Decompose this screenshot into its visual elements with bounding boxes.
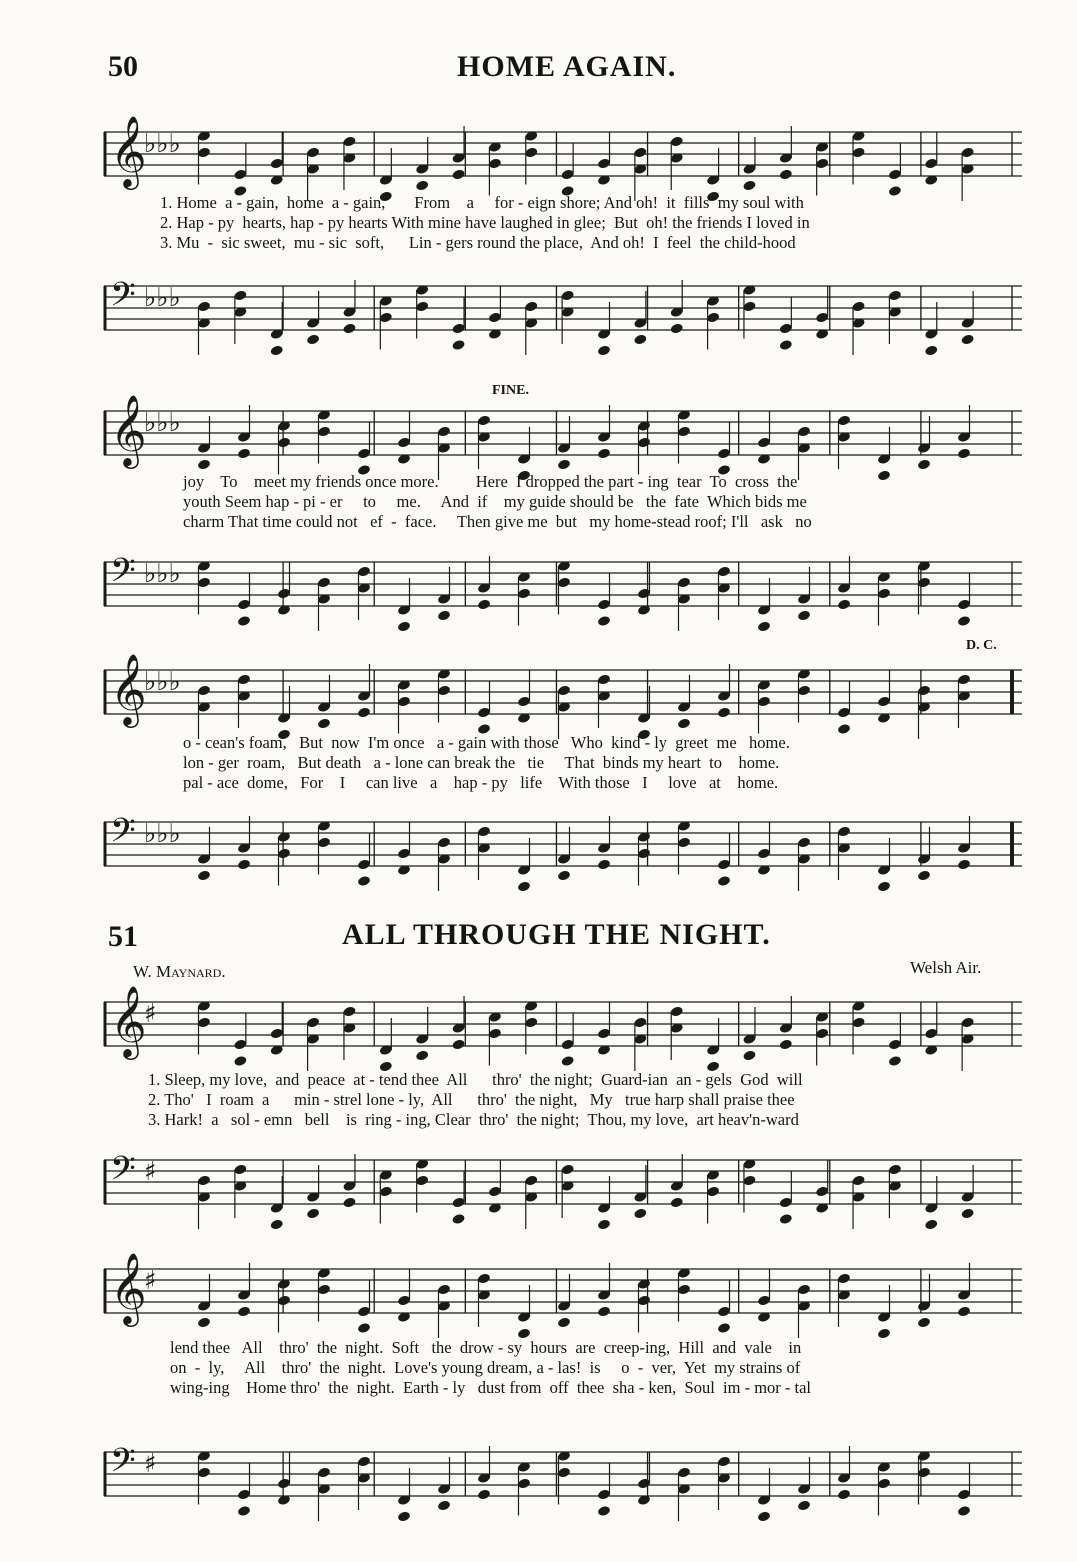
notehead — [306, 333, 320, 345]
notehead — [917, 869, 931, 881]
bass-staff — [104, 1438, 1022, 1512]
lyric-line-verse-2: on - ly, All thro' the night. Love's young dream, a - las! is o - ver, Yet my strains of — [170, 1358, 801, 1377]
notehead — [779, 1038, 793, 1050]
lyric-line-verse-1: lend thee All thro' the night. Soft the drow - sy hours are creep-ing, Hill and vale in — [170, 1338, 802, 1357]
notehead — [270, 344, 284, 356]
notehead — [670, 322, 684, 334]
notehead — [924, 1218, 938, 1230]
notehead — [517, 880, 531, 892]
notehead — [197, 869, 211, 881]
notehead — [197, 458, 211, 470]
hymn-title: HOME AGAIN. — [457, 50, 677, 83]
composer-credit: W. Maynard. — [133, 962, 226, 981]
notehead — [877, 1327, 891, 1339]
bass-staff — [104, 548, 1022, 622]
bass-clef-icon: 𝄢 — [110, 552, 136, 598]
notehead — [197, 1316, 211, 1328]
notehead — [437, 609, 451, 621]
bass-clef-icon: 𝄢 — [110, 1442, 136, 1488]
notehead — [597, 1218, 611, 1230]
notehead — [597, 447, 611, 459]
notehead — [451, 339, 465, 351]
lyric-line-verse-1: joy To meet my friends once more. Here I dropped the part - ing tear To cross the — [183, 472, 798, 491]
notehead — [557, 869, 571, 881]
notehead — [957, 858, 971, 870]
notehead — [597, 1305, 611, 1317]
hymn-number: 51 — [108, 920, 138, 953]
notehead — [477, 1488, 491, 1500]
bass-staff — [104, 808, 1022, 882]
notehead — [317, 717, 331, 729]
flat-icon: ♭♭♭ — [144, 129, 181, 159]
notehead — [837, 1488, 851, 1500]
lyric-line-verse-2: 2. Tho' I roam a min - strel lone - ly, All thro' the night, My true harp shall praise thee — [148, 1090, 795, 1109]
bass-staff — [104, 272, 1022, 346]
lyric-line-verse-2: lon - ger roam, But death a - lone can break the tie That binds my heart to home. — [183, 753, 780, 772]
notehead — [717, 875, 731, 887]
notehead — [357, 706, 371, 718]
notehead — [757, 620, 771, 632]
notehead — [597, 1505, 611, 1517]
notehead — [717, 706, 731, 718]
notehead — [342, 322, 356, 334]
treble-clef-icon: 𝄞 — [110, 984, 147, 1057]
lyric-line-verse-3: pal - ace dome, For I can live a hap - py life With those I love at home. — [183, 773, 779, 792]
lyric-line-verse-2: youth Seem hap - pi - er to me. And if my guide should be the fate Which bids me — [183, 492, 807, 511]
notehead — [237, 1505, 251, 1517]
flat-icon: ♭♭♭ — [144, 283, 181, 313]
notehead — [837, 723, 851, 735]
notehead — [561, 1055, 575, 1067]
notehead — [233, 1055, 247, 1067]
notehead — [757, 1510, 771, 1522]
page-number: 50 — [108, 50, 138, 83]
flat-icon: ♭♭♭ — [144, 559, 181, 589]
notehead — [270, 1218, 284, 1230]
bass-clef-icon: 𝄢 — [110, 276, 136, 322]
flat-icon: ♭♭♭ — [144, 667, 181, 697]
notehead — [742, 179, 756, 191]
notehead — [779, 1213, 793, 1225]
lyric-line-verse-2: 2. Hap - py hearts, hap - py hearts With mine have laughed in glee; But oh! the friends I loved in — [160, 213, 810, 232]
treble-staff — [104, 114, 1022, 192]
notehead — [342, 1196, 356, 1208]
treble-staff — [104, 393, 1022, 471]
notehead — [779, 168, 793, 180]
notehead — [961, 333, 975, 345]
lyric-line-verse-1: 1. Sleep, my love, and peace at - tend thee All thro' the night; Guard-ian an - gels God will — [148, 1070, 803, 1089]
sharp-icon: ♯ — [144, 1266, 157, 1296]
notehead — [877, 469, 891, 481]
treble-staff — [104, 652, 1022, 730]
notehead — [957, 1305, 971, 1317]
notehead — [797, 609, 811, 621]
notehead — [415, 179, 429, 191]
notehead — [742, 1049, 756, 1061]
notehead — [917, 1316, 931, 1328]
notehead — [357, 875, 371, 887]
notehead — [961, 1207, 975, 1219]
notehead — [597, 344, 611, 356]
notehead — [437, 1499, 451, 1511]
notehead — [357, 1322, 371, 1334]
bass-clef-icon: 𝄢 — [110, 1150, 136, 1196]
notehead — [415, 1049, 429, 1061]
notehead — [924, 344, 938, 356]
notehead — [557, 458, 571, 470]
notehead — [633, 1207, 647, 1219]
notehead — [888, 1055, 902, 1067]
notehead — [717, 1322, 731, 1334]
flat-icon: ♭♭♭ — [144, 819, 181, 849]
notehead — [451, 1038, 465, 1050]
treble-clef-icon: 𝄞 — [110, 652, 147, 725]
lyric-line-verse-3: charm That time could not ef - face. Then give me but my home-stead roof; I'll ask no — [183, 512, 812, 531]
sharp-icon: ♯ — [144, 1157, 157, 1187]
treble-clef-icon: 𝄞 — [110, 393, 147, 466]
treble-staff — [104, 1251, 1022, 1329]
treble-clef-icon: 𝄞 — [110, 114, 147, 187]
hymn-title: ALL THROUGH THE NIGHT. — [342, 918, 771, 951]
notehead — [670, 1196, 684, 1208]
notehead — [397, 620, 411, 632]
fine-mark: FINE. — [492, 383, 529, 398]
notehead — [957, 1505, 971, 1517]
treble-staff — [104, 984, 1022, 1062]
treble-clef-icon: 𝄞 — [110, 1251, 147, 1324]
notehead — [557, 1316, 571, 1328]
notehead — [451, 1213, 465, 1225]
notehead — [957, 615, 971, 627]
notehead — [237, 858, 251, 870]
lyric-line-verse-1: o - cean's foam, But now I'm once a - gain with those Who kind - ly greet me home. — [183, 733, 790, 752]
lyric-line-verse-3: 3. Hark! a sol - emn bell is ring - ing, Clear thro' the night; Thou, my love, art heav'n-ward — [148, 1110, 799, 1129]
notehead — [237, 615, 251, 627]
dc-mark: D. C. — [966, 638, 997, 653]
notehead — [397, 1510, 411, 1522]
notehead — [797, 1499, 811, 1511]
notehead — [837, 598, 851, 610]
notehead — [677, 717, 691, 729]
lyric-line-verse-1: 1. Home a - gain, home a - gain, From a for - eign shore; And oh! it fills my soul with — [160, 193, 804, 212]
notehead — [237, 1305, 251, 1317]
notehead — [877, 880, 891, 892]
bass-clef-icon: 𝄢 — [110, 812, 136, 858]
tune-credit: Welsh Air. — [910, 958, 982, 977]
notehead — [237, 447, 251, 459]
notehead — [633, 333, 647, 345]
flat-icon: ♭♭♭ — [144, 408, 181, 438]
notehead — [477, 598, 491, 610]
notehead — [779, 339, 793, 351]
notehead — [917, 458, 931, 470]
notehead — [957, 447, 971, 459]
lyric-line-verse-3: wing-ing Home thro' the night. Earth - ly dust from off thee sha - ken, Soul im - mor - tal — [170, 1378, 812, 1397]
notehead — [597, 615, 611, 627]
sharp-icon: ♯ — [144, 999, 157, 1029]
lyric-line-verse-3: 3. Mu - sic sweet, mu - sic soft, Lin - gers round the place, And oh! I feel the child-hood — [160, 233, 796, 252]
notehead — [451, 168, 465, 180]
bass-staff — [104, 1146, 1022, 1220]
sharp-icon: ♯ — [144, 1449, 157, 1479]
notehead — [888, 185, 902, 197]
notehead — [597, 858, 611, 870]
notehead — [306, 1207, 320, 1219]
